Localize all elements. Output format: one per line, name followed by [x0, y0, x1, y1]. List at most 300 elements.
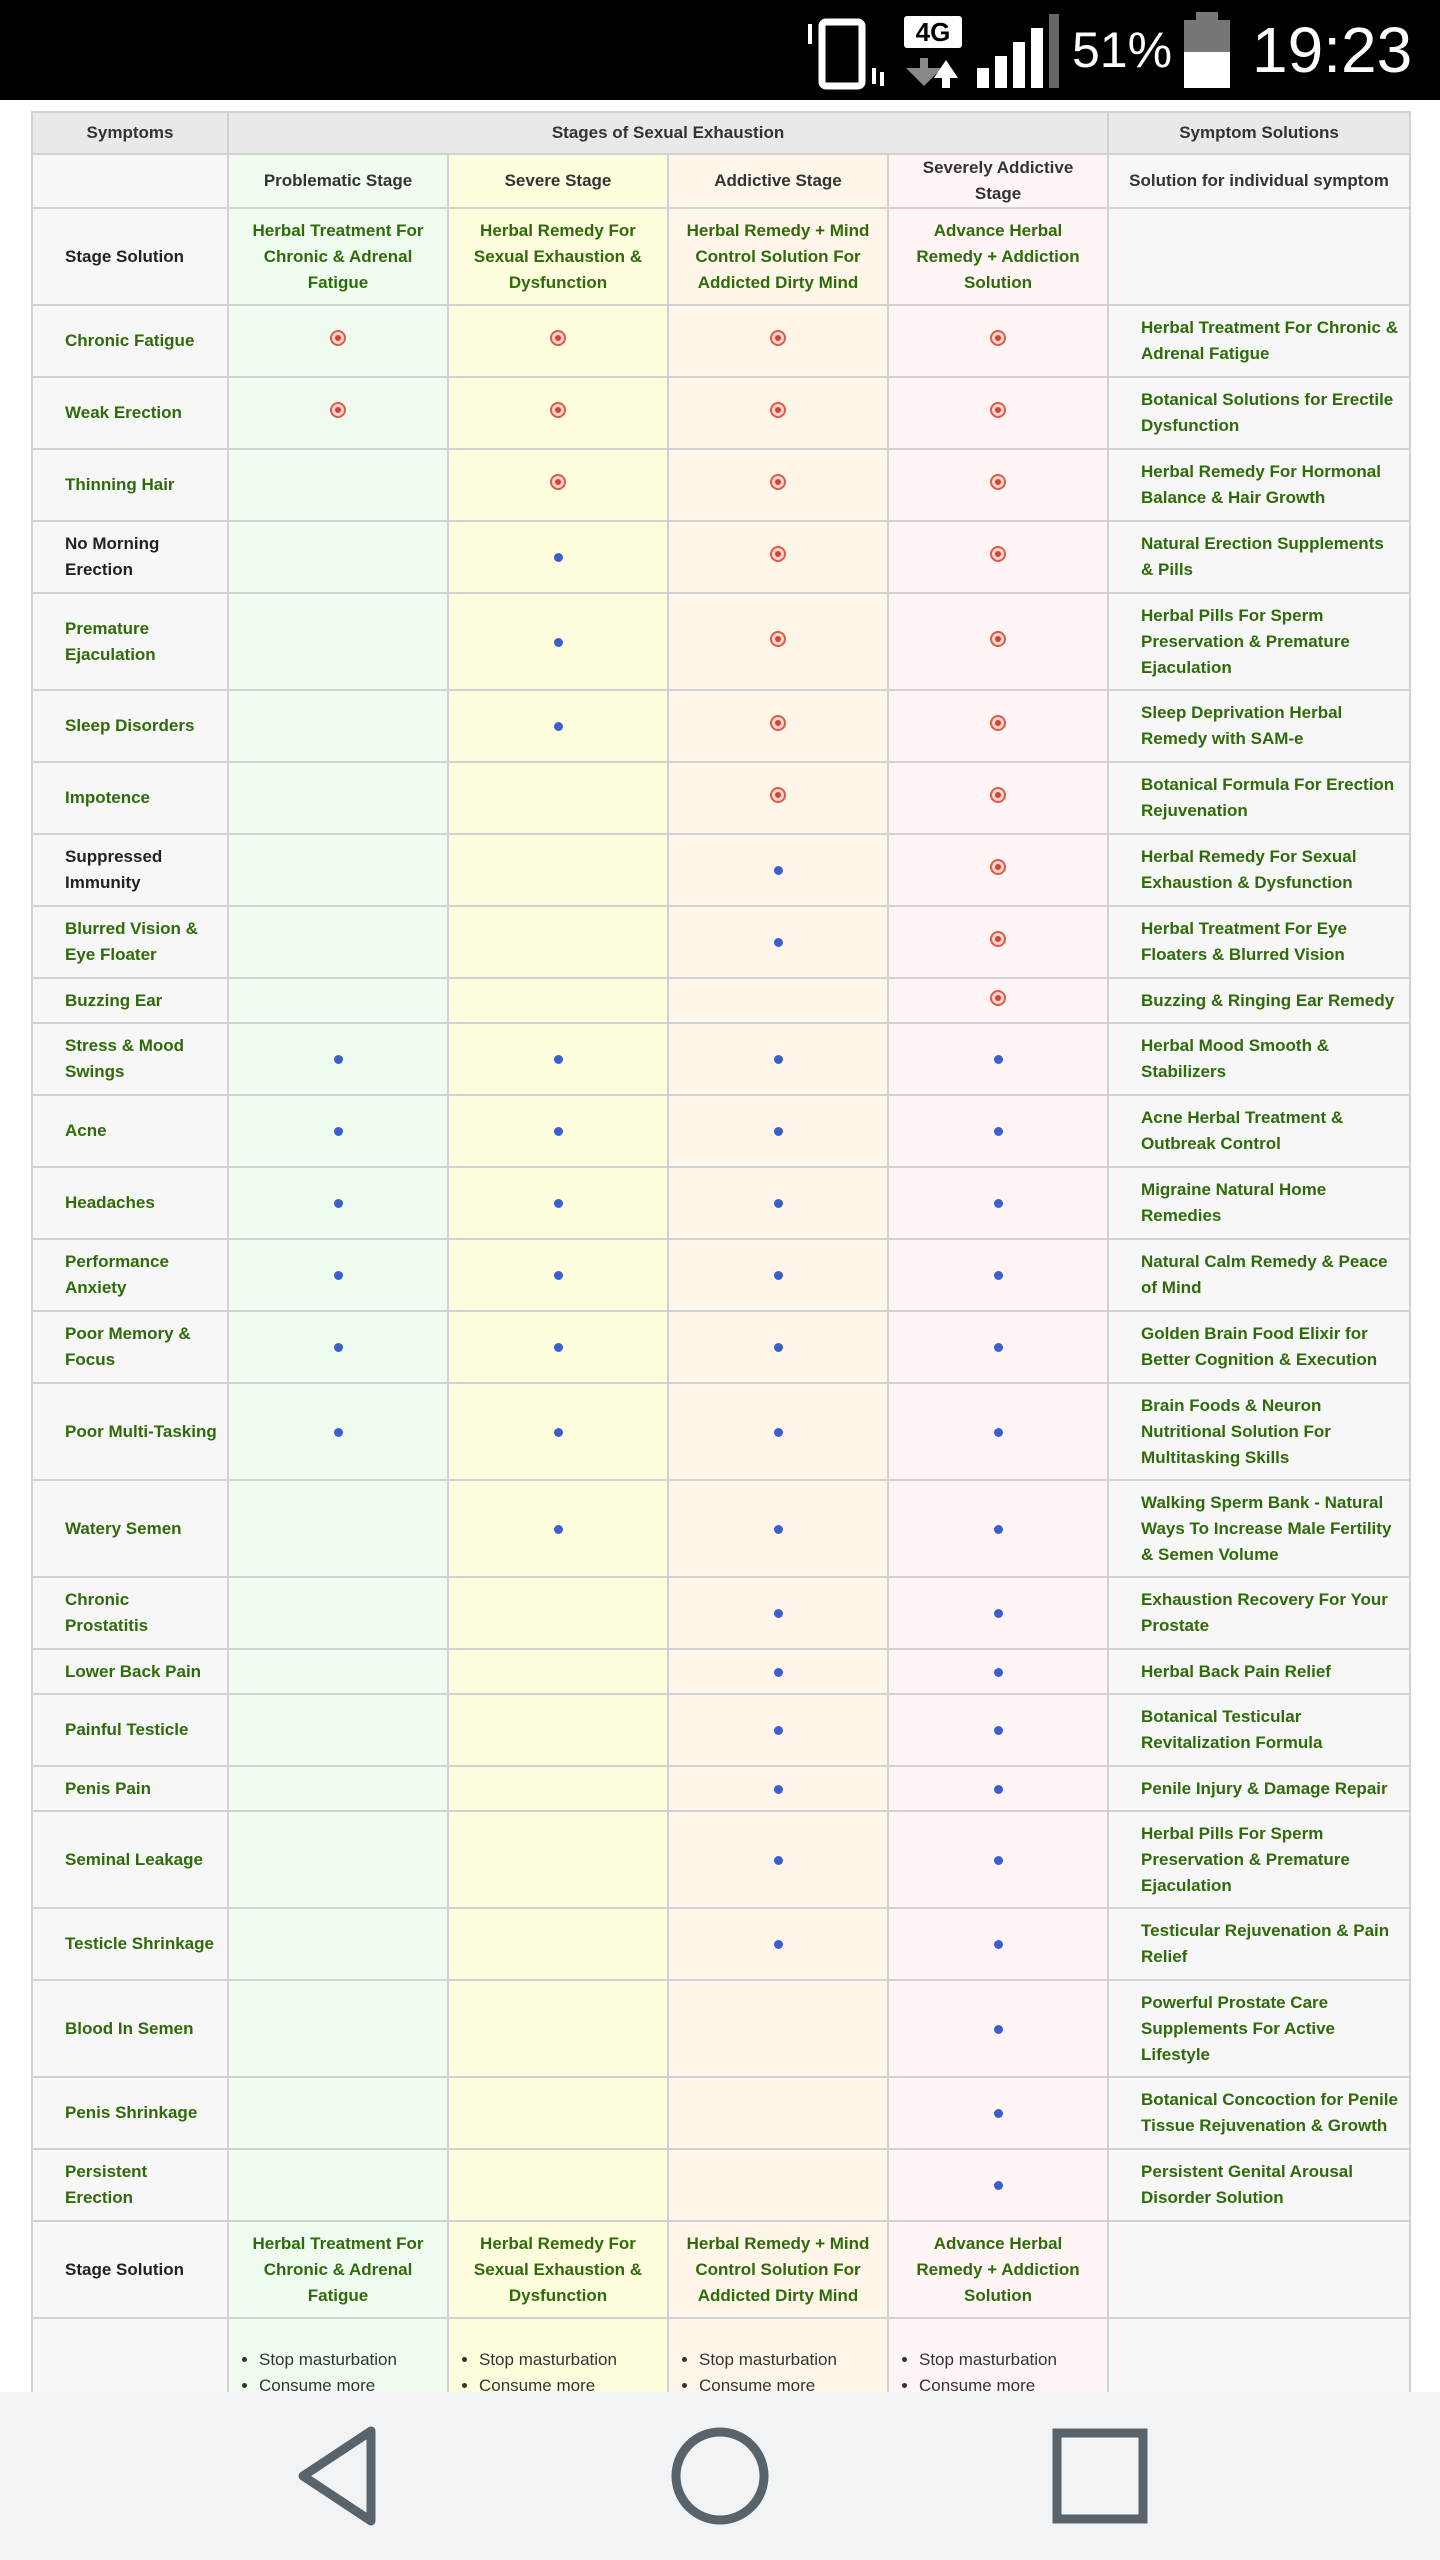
stage-solution-row [32, 208, 1410, 305]
symptom-solution-link[interactable]: Exhaustion Recovery For Your Prostate [1108, 1577, 1410, 1649]
stage-cell [668, 1811, 888, 1908]
stage-cell [228, 305, 448, 377]
header-symptoms: Symptoms [32, 112, 228, 154]
dot-icon [994, 2025, 1003, 2034]
dot-icon [994, 1726, 1003, 1735]
dot-icon [554, 1127, 563, 1136]
stage-cell [448, 593, 668, 690]
symptom-name[interactable]: Poor Memory & Focus [32, 1311, 228, 1383]
stage-cell [448, 1023, 668, 1095]
symptom-solution-link[interactable]: Herbal Remedy For Sexual Exhaustion & Dysfunction [1108, 834, 1410, 906]
web-content[interactable] [0, 100, 1440, 2392]
symptom-name[interactable]: Acne [32, 1095, 228, 1167]
bullseye-icon [770, 787, 786, 803]
stage-solution-row-bottom [32, 2221, 1410, 2318]
symptom-name: Suppressed Immunity [32, 834, 228, 906]
stage-solution-link[interactable]: Herbal Remedy + Mind Control Solution For Addicted Dirty Mind [668, 208, 888, 305]
table-row [32, 521, 1410, 593]
stage-cell [668, 906, 888, 978]
stage-cell [888, 1383, 1108, 1480]
symptom-solution-link[interactable]: Acne Herbal Treatment & Outbreak Control [1108, 1095, 1410, 1167]
stage-cell [228, 377, 448, 449]
stage-cell [228, 1023, 448, 1095]
stage-cell [448, 1980, 668, 2077]
bullseye-icon [990, 990, 1006, 1006]
stage-cell [888, 762, 1108, 834]
stage-cell [888, 1311, 1108, 1383]
symptom-solution-link[interactable]: Walking Sperm Bank - Natural Ways To Increase Male Fertility & Semen Volume [1108, 1480, 1410, 1577]
bullseye-icon [330, 402, 346, 418]
stage-cell [448, 906, 668, 978]
stage-cell [448, 978, 668, 1023]
dot-icon [774, 1726, 783, 1735]
symptom-name[interactable]: Buzzing Ear [32, 978, 228, 1023]
header-solutions: Symptom Solutions [1108, 112, 1410, 154]
symptom-solution-link[interactable]: Herbal Remedy For Hormonal Balance & Hair Growth [1108, 449, 1410, 521]
bullseye-icon [990, 787, 1006, 803]
table-row [32, 2077, 1410, 2149]
stage-name: Problematic Stage [228, 154, 448, 208]
stage-cell [888, 1480, 1108, 1577]
stage-cell [228, 1167, 448, 1239]
header-stages: Stages of Sexual Exhaustion [228, 112, 1108, 154]
stage-cell [668, 1311, 888, 1383]
table-row [32, 1480, 1410, 1577]
advice-cell [448, 2318, 668, 2392]
stage-cell [228, 449, 448, 521]
advice-item: • Stop masturbation [919, 2347, 1097, 2373]
stage-cell [668, 305, 888, 377]
stage-cell [228, 1577, 448, 1649]
stage-cell [448, 1577, 668, 1649]
advice-cell [888, 2318, 1108, 2392]
stage-cell [228, 521, 448, 593]
stage-cell [448, 690, 668, 762]
stage-cell [888, 1649, 1108, 1694]
bullseye-icon [550, 402, 566, 418]
stage-cell [668, 2077, 888, 2149]
advice-item: • Stop masturbation [479, 2347, 657, 2373]
stage-name: Severe Stage [448, 154, 668, 208]
status-bar [0, 0, 1440, 100]
symptom-name[interactable]: Chronic Fatigue [32, 305, 228, 377]
stage-cell [448, 449, 668, 521]
stage-cell [888, 2077, 1108, 2149]
stage-cell [228, 834, 448, 906]
symptom-name[interactable]: Weak Erection [32, 377, 228, 449]
table-row [32, 1239, 1410, 1311]
stage-cell [228, 906, 448, 978]
symptom-name[interactable]: Seminal Leakage [32, 1811, 228, 1908]
clock: 19:23 [1252, 14, 1413, 86]
stage-cell [888, 521, 1108, 593]
symptom-name[interactable]: Persistent Erection [32, 2149, 228, 2221]
stage-cell [668, 2149, 888, 2221]
stage-cell [888, 906, 1108, 978]
subheader-empty [32, 154, 228, 208]
table-row [32, 978, 1410, 1023]
advice-item: • Consume more [259, 2373, 437, 2392]
back-button[interactable] [260, 2392, 420, 2560]
stage-cell [228, 762, 448, 834]
stage-cell [448, 1908, 668, 1980]
dot-icon [994, 2181, 1003, 2190]
table-row [32, 305, 1410, 377]
dot-icon [994, 1271, 1003, 1280]
stage-cell [448, 1480, 668, 1577]
advice-cell [668, 2318, 888, 2392]
stage-cell [448, 1239, 668, 1311]
table-row [32, 1908, 1410, 1980]
stage-cell [448, 762, 668, 834]
dot-icon [554, 638, 563, 647]
symptom-solution-link[interactable]: Sleep Deprivation Herbal Remedy with SAM-e [1108, 690, 1410, 762]
symptom-solution-link[interactable]: Herbal Treatment For Eye Floaters & Blurred Vision [1108, 906, 1410, 978]
stage-cell [668, 834, 888, 906]
symptom-solution-link[interactable]: Powerful Prostate Care Supplements For Active Lifestyle [1108, 1980, 1410, 2077]
recents-button[interactable] [1020, 2392, 1180, 2560]
stage-cell [668, 1649, 888, 1694]
dot-icon [774, 1940, 783, 1949]
stage-cell [228, 1766, 448, 1811]
stage-cell [448, 1095, 668, 1167]
dot-icon [334, 1055, 343, 1064]
stage-cell [228, 1239, 448, 1311]
home-button[interactable] [640, 2392, 800, 2560]
stage-cell [448, 521, 668, 593]
data-arrows-icon [904, 52, 964, 90]
bullseye-icon [990, 931, 1006, 947]
stage-cell [668, 1023, 888, 1095]
table-row [32, 449, 1410, 521]
stage-cell [668, 1980, 888, 2077]
symptom-name[interactable]: Testicle Shrinkage [32, 1908, 228, 1980]
bullseye-icon [770, 330, 786, 346]
table-row [32, 1811, 1410, 1908]
stage-cell [228, 978, 448, 1023]
stage-cell [888, 1908, 1108, 1980]
advice-row [32, 2318, 1410, 2392]
battery-percent: 51% [1072, 22, 1173, 78]
stage-cell [228, 1311, 448, 1383]
stage-cell [888, 1577, 1108, 1649]
symptom-solution-link[interactable]: Golden Brain Food Elixir for Better Cognition & Execution [1108, 1311, 1410, 1383]
symptom-solution-link[interactable]: Botanical Formula For Erection Rejuvenation [1108, 762, 1410, 834]
bullseye-icon [550, 330, 566, 346]
stage-cell [888, 1766, 1108, 1811]
table-row [32, 593, 1410, 690]
dot-icon [774, 1609, 783, 1618]
dot-icon [774, 1668, 783, 1677]
empty-cell [32, 2318, 228, 2392]
stage-cell [228, 593, 448, 690]
signal-icon [975, 0, 1061, 100]
stage-cell [228, 2077, 448, 2149]
stage-cell [228, 1383, 448, 1480]
stage-solution-link[interactable]: Advance Herbal Remedy + Addiction Solution [888, 2221, 1108, 2318]
symptom-solution-link[interactable]: Penile Injury & Damage Repair [1108, 1766, 1410, 1811]
stage-cell [888, 690, 1108, 762]
advice-item: • Stop masturbation [699, 2347, 877, 2373]
symptom-solution-link[interactable]: Botanical Solutions for Erectile Dysfunction [1108, 377, 1410, 449]
bullseye-icon [990, 715, 1006, 731]
stage-cell [228, 1980, 448, 2077]
solution-subheader: Solution for individual symptom [1108, 154, 1410, 208]
stage-cell [228, 1811, 448, 1908]
dot-icon [554, 1055, 563, 1064]
stage-cell [668, 1577, 888, 1649]
stage-cell [228, 690, 448, 762]
advice-item: • Consume more [479, 2373, 657, 2392]
dot-icon [334, 1199, 343, 1208]
stage-cell [668, 1908, 888, 1980]
symptom-solution-link[interactable]: Natural Calm Remedy & Peace of Mind [1108, 1239, 1410, 1311]
vibrate-icon [800, 0, 890, 100]
bullseye-icon [770, 546, 786, 562]
stage-cell [668, 1167, 888, 1239]
symptom-name[interactable]: Chronic Prostatitis [32, 1577, 228, 1649]
table-row [32, 906, 1410, 978]
symptom-name: No Morning Erection [32, 521, 228, 593]
symptom-solution-link[interactable]: Natural Erection Supplements & Pills [1108, 521, 1410, 593]
dot-icon [994, 1428, 1003, 1437]
table-row [32, 1694, 1410, 1766]
stage-cell [448, 305, 668, 377]
symptom-solution-link[interactable]: Herbal Pills For Sperm Preservation & Premature Ejaculation [1108, 593, 1410, 690]
advice-item: • Consume more [919, 2373, 1097, 2392]
table-row [32, 1095, 1410, 1167]
dot-icon [994, 1127, 1003, 1136]
symptom-solution-link[interactable]: Testicular Rejuvenation & Pain Relief [1108, 1908, 1410, 1980]
dot-icon [334, 1271, 343, 1280]
dot-icon [554, 1271, 563, 1280]
symptom-name[interactable]: Stress & Mood Swings [32, 1023, 228, 1095]
stage-cell [888, 1095, 1108, 1167]
dot-icon [774, 1785, 783, 1794]
table-row [32, 1311, 1410, 1383]
bullseye-icon [330, 330, 346, 346]
stage-cell [888, 449, 1108, 521]
dot-icon [994, 1940, 1003, 1949]
stage-cell [448, 2149, 668, 2221]
symptom-name[interactable]: Performance Anxiety [32, 1239, 228, 1311]
symptom-name[interactable]: Penis Shrinkage [32, 2077, 228, 2149]
dot-icon [994, 1609, 1003, 1618]
symptom-name[interactable]: Lower Back Pain [32, 1649, 228, 1694]
stage-cell [228, 1480, 448, 1577]
stage-cell [228, 2149, 448, 2221]
symptom-solution-link[interactable]: Herbal Treatment For Chronic & Adrenal Fatigue [1108, 305, 1410, 377]
stage-cell [888, 1167, 1108, 1239]
symptom-solution-link[interactable]: Migraine Natural Home Remedies [1108, 1167, 1410, 1239]
dot-icon [774, 1525, 783, 1534]
symptom-solution-link[interactable]: Herbal Back Pain Relief [1108, 1649, 1410, 1694]
dot-icon [994, 1199, 1003, 1208]
bullseye-icon [990, 402, 1006, 418]
stage-solution-link[interactable]: Herbal Treatment For Chronic & Adrenal Fatigue [228, 2221, 448, 2318]
stage-solution-link[interactable]: Advance Herbal Remedy + Addiction Solution [888, 208, 1108, 305]
stage-cell [228, 1095, 448, 1167]
dot-icon [994, 2109, 1003, 2118]
symptom-solution-link[interactable]: Botanical Testicular Revitalization Formula [1108, 1694, 1410, 1766]
stage-cell [668, 521, 888, 593]
symptom-name[interactable]: Premature Ejaculation [32, 593, 228, 690]
table-row [32, 1167, 1410, 1239]
dot-icon [554, 1525, 563, 1534]
stage-cell [888, 377, 1108, 449]
stage-cell [888, 1239, 1108, 1311]
dot-icon [774, 1199, 783, 1208]
stage-cell [888, 593, 1108, 690]
bullseye-icon [770, 715, 786, 731]
stage-cell [668, 1383, 888, 1480]
table-row [32, 1577, 1410, 1649]
dot-icon [774, 1856, 783, 1865]
empty-cell [1108, 208, 1410, 305]
symptom-solution-link[interactable]: Herbal Pills For Sperm Preservation & Premature Ejaculation [1108, 1811, 1410, 1908]
advice-item: • Consume more [699, 2373, 877, 2392]
bullseye-icon [990, 330, 1006, 346]
stage-cell [668, 762, 888, 834]
symptom-name[interactable]: Penis Pain [32, 1766, 228, 1811]
stage-cell [668, 449, 888, 521]
dot-icon [334, 1428, 343, 1437]
battery-icon [1180, 0, 1236, 100]
stage-cell [668, 1694, 888, 1766]
stage-cell [668, 1766, 888, 1811]
dot-icon [774, 1055, 783, 1064]
stage-cell [888, 1694, 1108, 1766]
stage-name: Severely Addictive Stage [888, 154, 1108, 208]
dot-icon [554, 1428, 563, 1437]
bullseye-icon [990, 631, 1006, 647]
dot-icon [994, 1856, 1003, 1865]
stage-cell [448, 1383, 668, 1480]
stage-cell [668, 377, 888, 449]
dot-icon [994, 1343, 1003, 1352]
advice-item: • Stop masturbation [259, 2347, 437, 2373]
dot-icon [774, 866, 783, 875]
stage-solution-label: Stage Solution [32, 2221, 228, 2318]
advice-cell [228, 2318, 448, 2392]
stage-cell [888, 1023, 1108, 1095]
symptom-name[interactable]: Impotence [32, 762, 228, 834]
symptom-name[interactable]: Watery Semen [32, 1480, 228, 1577]
stage-solution-link[interactable]: Herbal Treatment For Chronic & Adrenal Fatigue [228, 208, 448, 305]
stage-cell [448, 1311, 668, 1383]
stage-solution-link[interactable]: Herbal Remedy + Mind Control Solution For Addicted Dirty Mind [668, 2221, 888, 2318]
symptom-name[interactable]: Blurred Vision & Eye Floater [32, 906, 228, 978]
symptom-name[interactable]: Sleep Disorders [32, 690, 228, 762]
stage-cell [448, 1649, 668, 1694]
dot-icon [334, 1343, 343, 1352]
dot-icon [994, 1055, 1003, 1064]
dot-icon [554, 1343, 563, 1352]
symptom-name[interactable]: Poor Multi-Tasking [32, 1383, 228, 1480]
bullseye-icon [990, 474, 1006, 490]
stage-names-row [32, 154, 1410, 208]
stage-cell [888, 1980, 1108, 2077]
table-row [32, 834, 1410, 906]
symptom-name[interactable]: Blood In Semen [32, 1980, 228, 2077]
stage-cell [448, 1167, 668, 1239]
dot-icon [334, 1127, 343, 1136]
symptom-name[interactable]: Painful Testicle [32, 1694, 228, 1766]
symptom-solution-link[interactable]: Persistent Genital Arousal Disorder Solution [1108, 2149, 1410, 2221]
bullseye-icon [990, 859, 1006, 875]
empty-cell [1108, 2221, 1410, 2318]
stage-cell [668, 978, 888, 1023]
stage-cell [228, 1649, 448, 1694]
bullseye-icon [770, 631, 786, 647]
dot-icon [774, 1127, 783, 1136]
stage-cell [888, 305, 1108, 377]
dot-icon [554, 553, 563, 562]
table-row [32, 1383, 1410, 1480]
stage-solution-link[interactable]: Herbal Remedy For Sexual Exhaustion & Dysfunction [448, 208, 668, 305]
empty-cell [1108, 2318, 1410, 2392]
stage-cell [668, 1480, 888, 1577]
stage-cell [448, 1694, 668, 1766]
stage-cell [668, 593, 888, 690]
home-icon [665, 2421, 775, 2531]
table-row [32, 377, 1410, 449]
table-row [32, 1023, 1410, 1095]
back-icon [285, 2421, 395, 2531]
bullseye-icon [770, 474, 786, 490]
stage-cell [888, 978, 1108, 1023]
symptom-solution-link[interactable]: Herbal Mood Smooth & Stabilizers [1108, 1023, 1410, 1095]
symptom-name[interactable]: Thinning Hair [32, 449, 228, 521]
stage-solution-link[interactable]: Herbal Remedy For Sexual Exhaustion & Dysfunction [448, 2221, 668, 2318]
stage-cell [888, 2149, 1108, 2221]
dot-icon [994, 1785, 1003, 1794]
symptom-solution-link[interactable]: Buzzing & Ringing Ear Remedy [1108, 978, 1410, 1023]
stage-cell [448, 1811, 668, 1908]
table-row [32, 1649, 1410, 1694]
stage-cell [668, 1239, 888, 1311]
network-type: 4G [904, 16, 962, 48]
stage-cell [448, 2077, 668, 2149]
symptom-solution-link[interactable]: Botanical Concoction for Penile Tissue Rejuvenation & Growth [1108, 2077, 1410, 2149]
stage-cell [888, 834, 1108, 906]
stage-cell [448, 377, 668, 449]
table-row [32, 690, 1410, 762]
stage-cell [448, 1766, 668, 1811]
table-row [32, 2149, 1410, 2221]
table-row [32, 1766, 1410, 1811]
dot-icon [774, 938, 783, 947]
stage-cell [668, 690, 888, 762]
stages-table [31, 111, 1411, 2392]
stage-solution-label: Stage Solution [32, 208, 228, 305]
symptom-name[interactable]: Headaches [32, 1167, 228, 1239]
stage-cell [668, 1095, 888, 1167]
table-row [32, 1980, 1410, 2077]
bullseye-icon [550, 474, 566, 490]
dot-icon [994, 1668, 1003, 1677]
dot-icon [554, 1199, 563, 1208]
table-header-row [32, 112, 1410, 154]
stage-name: Addictive Stage [668, 154, 888, 208]
network-indicator [900, 0, 968, 100]
bullseye-icon [990, 546, 1006, 562]
stage-cell [228, 1694, 448, 1766]
recents-icon [1045, 2421, 1155, 2531]
stage-cell [228, 1908, 448, 1980]
dot-icon [774, 1343, 783, 1352]
symptom-solution-link[interactable]: Brain Foods & Neuron Nutritional Solution For Multitasking Skills [1108, 1383, 1410, 1480]
